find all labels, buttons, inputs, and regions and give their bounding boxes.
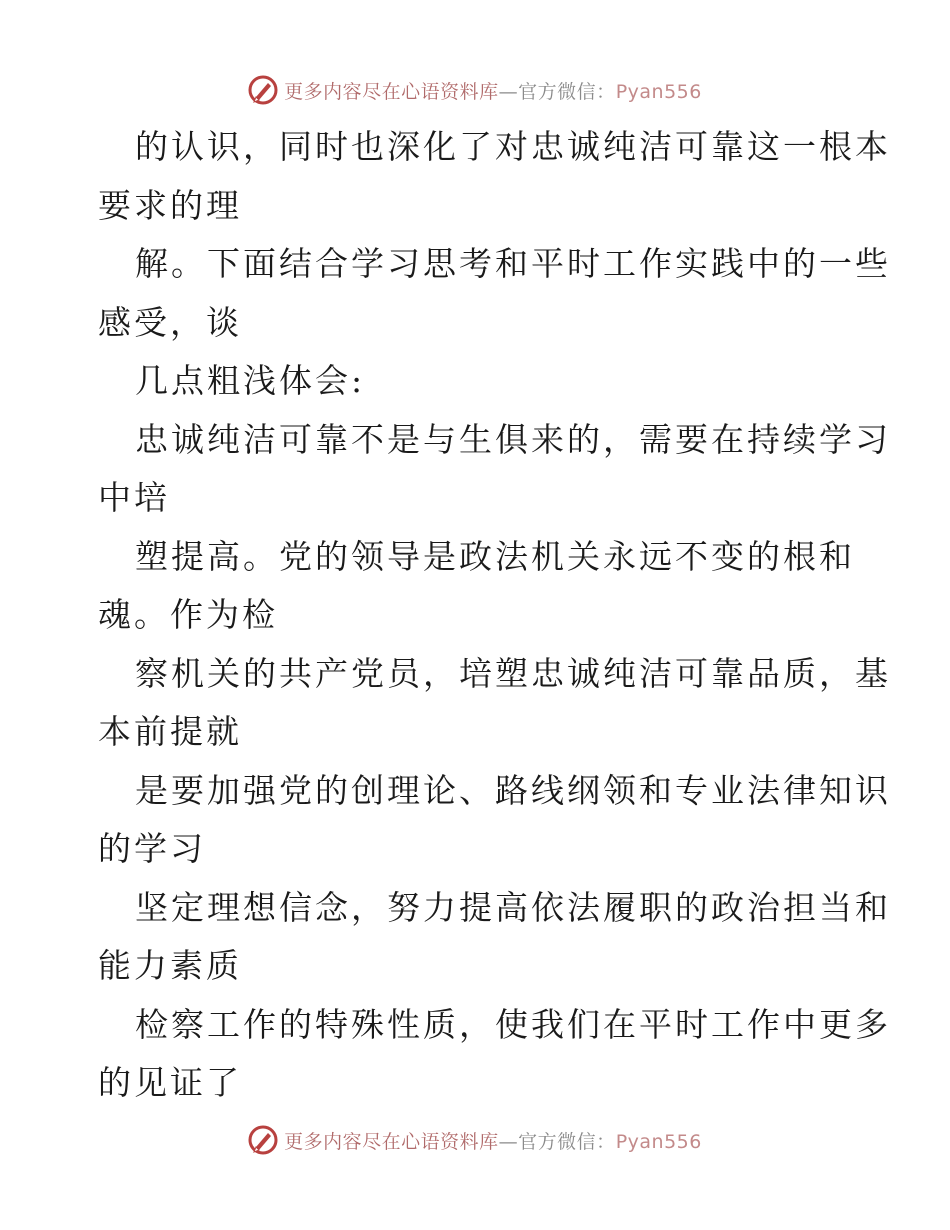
footer-banner-wechat-label: 官方微信： (518, 1130, 616, 1153)
footer-banner-wechat-id: Pyan556 (615, 1130, 702, 1153)
body-line: 坚定理想信念，努力提高依法履职的政治担当和 (135, 887, 891, 927)
header-banner-wechat-label: 官方微信： (518, 80, 616, 103)
body-line: 的学习 (98, 829, 206, 868)
body-line: 察机关的共产党员，培塑忠诚纯洁可靠品质，基 (135, 653, 891, 693)
body-line: 感受，谈 (98, 302, 242, 342)
header-banner-title: 更多内容尽在心语资料库 (284, 80, 499, 103)
body-line: 魂。作为检 (98, 595, 278, 634)
body-line: 检察工作的特殊性质，使我们在平时工作中更多 (135, 1004, 891, 1044)
header-watermark-banner (0, 70, 950, 110)
body-line: 的认识，同时也深化了对忠诚纯洁可靠这一根本 (135, 127, 891, 166)
body-line: 解。下面结合学习思考和平时工作实践中的一些 (135, 244, 891, 283)
body-line: 忠诚纯洁可靠不是与生俱来的，需要在持续学习 (135, 419, 891, 459)
header-banner-text (284, 77, 702, 104)
body-line: 本前提就 (98, 712, 242, 751)
pen-logo-icon (248, 1125, 278, 1155)
body-line: 的见证了 (98, 1063, 242, 1102)
body-line: 中培 (98, 478, 170, 517)
body-line: 塑提高。党的领导是政法机关永远不变的根和 (135, 536, 855, 576)
header-banner-dash: — (498, 80, 519, 103)
pen-logo-icon (248, 75, 278, 105)
document-body (98, 118, 891, 1113)
body-line: 几点粗浅体会: (135, 361, 366, 400)
footer-banner-text (284, 1127, 702, 1154)
footer-banner-dash: — (498, 1130, 519, 1153)
header-banner-wechat-id: Pyan556 (615, 80, 702, 103)
body-line: 能力素质 (98, 946, 242, 985)
footer-watermark-banner (0, 1120, 950, 1160)
footer-banner-title: 更多内容尽在心语资料库 (284, 1130, 499, 1153)
body-line: 是要加强党的创理论、路线纲领和专业法律知识 (135, 770, 891, 810)
body-line: 要求的理 (98, 185, 242, 225)
